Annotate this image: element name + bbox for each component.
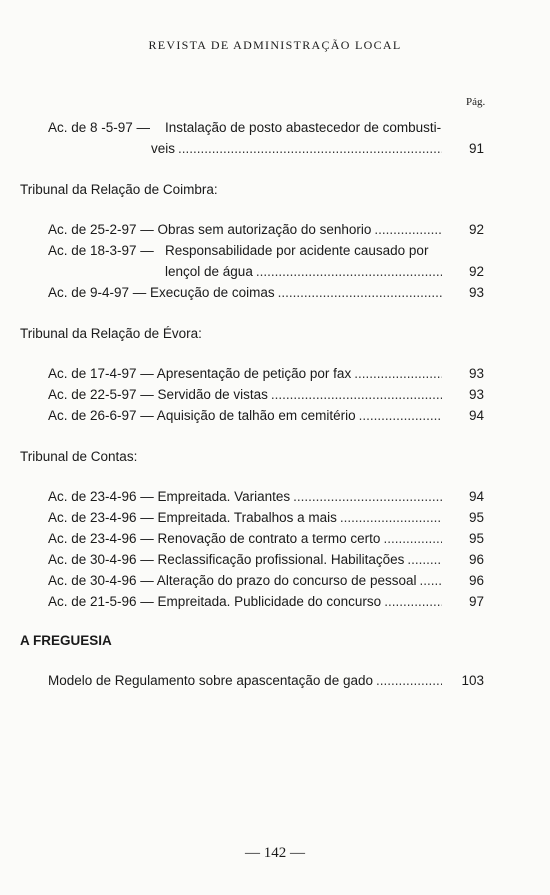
dot-leader bbox=[374, 219, 442, 240]
toc-entry bbox=[0, 670, 550, 691]
section-title-coimbra: Tribunal da Relação de Coimbra: bbox=[20, 182, 218, 197]
toc-entry bbox=[0, 528, 550, 549]
dot-leader bbox=[376, 670, 442, 691]
toc-entry-page: 97 bbox=[468, 594, 484, 609]
dot-leader bbox=[419, 570, 442, 591]
dot-leader bbox=[407, 549, 442, 570]
dot-leader bbox=[271, 384, 442, 405]
toc-entry-page: 92 bbox=[468, 264, 484, 279]
toc-entry bbox=[0, 282, 550, 303]
toc-entry bbox=[0, 486, 550, 507]
toc-entry bbox=[0, 405, 550, 426]
toc-entry-page: 92 bbox=[468, 222, 484, 237]
toc-entry-page: 94 bbox=[468, 489, 484, 504]
toc-entry bbox=[0, 117, 550, 159]
toc-entry-title-cont: veis bbox=[151, 141, 176, 156]
running-head: REVISTA DE ADMINISTRAÇÃO LOCAL bbox=[148, 38, 402, 52]
dot-leader bbox=[383, 528, 442, 549]
toc-entry-page: 93 bbox=[468, 387, 484, 402]
toc-entry-continuation bbox=[165, 261, 445, 282]
toc-entry-title: Ac. de 23-4-96 — Empreitada. Trabalhos a mais bbox=[48, 510, 337, 525]
dot-leader bbox=[359, 405, 442, 426]
toc-entry-title: Ac. de 23-4-96 — Empreitada. Variantes bbox=[48, 489, 291, 504]
toc-entry-title: Instalação de posto abastecedor de combusti- bbox=[165, 120, 442, 135]
dot-leader bbox=[384, 591, 442, 612]
toc-entry-page: 96 bbox=[468, 552, 484, 567]
toc-entry-title: Ac. de 30-4-96 — Alteração do prazo do concurso de pessoal bbox=[48, 573, 417, 588]
toc-entry-page: 96 bbox=[468, 573, 484, 588]
toc-entry-prefix: Ac. de 8 -5-97 — bbox=[48, 120, 151, 135]
toc-entry-title: Ac. de 17-4-97 — Apresentação de petição por fax bbox=[48, 366, 352, 381]
toc-entry-title-cont: lençol de água bbox=[165, 264, 253, 279]
dot-leader bbox=[278, 282, 442, 303]
toc-entry-title: Ac. de 23-4-96 — Renovação de contrato a termo certo bbox=[48, 531, 381, 546]
dot-leader bbox=[178, 138, 442, 159]
table-of-contents bbox=[0, 117, 550, 691]
section-title-evora: Tribunal da Relação de Évora: bbox=[20, 326, 202, 341]
toc-entry-title: Ac. de 22-5-97 — Servidão de vistas bbox=[48, 387, 268, 402]
toc-entry bbox=[0, 240, 550, 282]
toc-entry-page: 93 bbox=[468, 285, 484, 300]
toc-entry bbox=[0, 570, 550, 591]
dot-leader bbox=[340, 507, 442, 528]
toc-entry-title: Responsabilidade por acidente causado por bbox=[165, 243, 429, 258]
toc-entry bbox=[0, 219, 550, 240]
dot-leader bbox=[354, 363, 442, 384]
section-title-contas: Tribunal de Contas: bbox=[20, 449, 138, 464]
toc-entry-title: Ac. de 30-4-96 — Reclassificação profissional. Habilitações bbox=[48, 552, 405, 567]
toc-entry-page: 91 bbox=[468, 141, 484, 156]
toc-entry bbox=[0, 507, 550, 528]
toc-entry-title: Ac. de 21-5-96 — Empreitada. Publicidade do concurso bbox=[48, 594, 382, 609]
toc-entry-prefix: Ac. de 18-3-97 — bbox=[48, 243, 154, 258]
dot-leader bbox=[256, 261, 442, 282]
page-column-label: Pág. bbox=[466, 96, 486, 108]
toc-entry-page: 95 bbox=[468, 531, 484, 546]
toc-entry-title: Modelo de Regulamento sobre apascentação de gado bbox=[48, 673, 373, 688]
toc-entry-page: 103 bbox=[461, 673, 484, 688]
toc-entry bbox=[0, 591, 550, 612]
toc-entry-page: 95 bbox=[468, 510, 484, 525]
part-title-freguesia: A FREGUESIA bbox=[20, 633, 112, 648]
toc-entry-page: 94 bbox=[468, 408, 484, 423]
toc-entry bbox=[0, 549, 550, 570]
toc-entry bbox=[0, 363, 550, 384]
toc-entry-title: Ac. de 25-2-97 — Obras sem autorização do senhorio bbox=[48, 222, 372, 237]
toc-entry-continuation bbox=[151, 138, 445, 159]
page-number-footer: — 142 — bbox=[245, 845, 305, 861]
dot-leader bbox=[293, 486, 442, 507]
toc-entry-title: Ac. de 26-6-97 — Aquisição de talhão em cemitério bbox=[48, 408, 356, 423]
toc-entry bbox=[0, 384, 550, 405]
toc-entry-title: Ac. de 9-4-97 — Execução de coimas bbox=[48, 285, 275, 300]
toc-entry-page: 93 bbox=[468, 366, 484, 381]
